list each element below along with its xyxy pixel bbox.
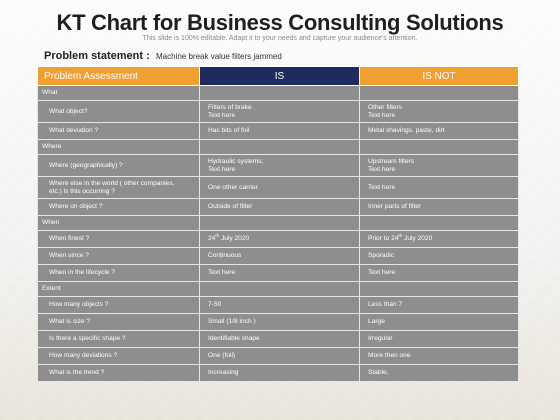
question-cell: What deviation ? bbox=[38, 123, 200, 140]
kt-chart-table bbox=[37, 66, 519, 382]
is-cell: Continuous bbox=[200, 248, 360, 265]
is-not-cell: Stable, bbox=[360, 365, 519, 382]
is-not-cell: Irregular bbox=[360, 331, 519, 348]
question-cell: How many deviations ? bbox=[38, 348, 200, 365]
is-cell: One other carrier bbox=[200, 177, 360, 199]
is-not-cell: Other filters Text here bbox=[360, 101, 519, 123]
table-row bbox=[38, 123, 519, 140]
is-cell: Small (1/8 inch ) bbox=[200, 314, 360, 331]
section-is-not-cell bbox=[360, 140, 519, 155]
table-row bbox=[38, 248, 519, 265]
section-row bbox=[38, 86, 519, 101]
is-cell: Has bits of foil bbox=[200, 123, 360, 140]
question-cell: What is size ? bbox=[38, 314, 200, 331]
is-not-cell: Text here bbox=[360, 265, 519, 282]
question-cell: What object? bbox=[38, 101, 200, 123]
question-cell: Where else in the world ( other companies, etc.) is this occurring ? bbox=[38, 177, 200, 199]
table-row bbox=[38, 265, 519, 282]
table-body bbox=[38, 86, 519, 382]
is-not-cell: Text here bbox=[360, 177, 519, 199]
section-is-cell bbox=[200, 140, 360, 155]
table-row bbox=[38, 101, 519, 123]
section-is-cell bbox=[200, 282, 360, 297]
header-is-not: IS NOT bbox=[360, 67, 519, 86]
problem-statement-label: Problem statement : bbox=[44, 50, 150, 62]
section-is-not-cell bbox=[360, 86, 519, 101]
table-row bbox=[38, 155, 519, 177]
is-cell: Hydraulic systems; Text here bbox=[200, 155, 360, 177]
problem-statement-value: Machine break value filters jammed bbox=[156, 52, 282, 61]
is-not-cell: Inner parts of filter bbox=[360, 199, 519, 216]
question-cell: How many objects ? bbox=[38, 297, 200, 314]
section-is-cell bbox=[200, 86, 360, 101]
section-label: What bbox=[38, 86, 200, 101]
table-row bbox=[38, 331, 519, 348]
section-is-not-cell bbox=[360, 282, 519, 297]
is-cell: Filters of brake Text here bbox=[200, 101, 360, 123]
question-cell: Where on object ? bbox=[38, 199, 200, 216]
question-cell: Is there a specific shape ? bbox=[38, 331, 200, 348]
is-cell: 7-50 bbox=[200, 297, 360, 314]
table-row bbox=[38, 199, 519, 216]
section-label: Where bbox=[38, 140, 200, 155]
is-not-cell: Upstream filters Text here bbox=[360, 155, 519, 177]
section-is-not-cell bbox=[360, 216, 519, 231]
is-cell: One (foil) bbox=[200, 348, 360, 365]
question-cell: When finest ? bbox=[38, 231, 200, 248]
section-row bbox=[38, 216, 519, 231]
page-subtitle: This slide is 100% editable. Adapt it to your needs and capture your audience's attention. bbox=[142, 35, 418, 42]
is-cell: Increasing bbox=[200, 365, 360, 382]
is-cell: Identifiable shape bbox=[200, 331, 360, 348]
table-row bbox=[38, 297, 519, 314]
is-not-cell: Metal shavings, paste, dirt bbox=[360, 123, 519, 140]
section-label: Extent bbox=[38, 282, 200, 297]
section-label: When bbox=[38, 216, 200, 231]
is-not-cell: Less than 7 bbox=[360, 297, 519, 314]
table-row bbox=[38, 314, 519, 331]
is-cell: Outside of filter bbox=[200, 199, 360, 216]
is-not-cell: More then one bbox=[360, 348, 519, 365]
table-header-row bbox=[38, 67, 519, 86]
table-row bbox=[38, 231, 519, 248]
table-row bbox=[38, 365, 519, 382]
is-cell: 24th July 2020 bbox=[200, 231, 360, 248]
table-row bbox=[38, 177, 519, 199]
is-not-cell: Prior to 24th July 2020 bbox=[360, 231, 519, 248]
question-cell: What is the trend ? bbox=[38, 365, 200, 382]
table-row bbox=[38, 348, 519, 365]
section-row bbox=[38, 282, 519, 297]
question-cell: When since ? bbox=[38, 248, 200, 265]
header-problem-assessment: Problem Assessment bbox=[38, 67, 200, 86]
section-row bbox=[38, 140, 519, 155]
question-cell: When in the lifecycle ? bbox=[38, 265, 200, 282]
header-is: IS bbox=[200, 67, 360, 86]
section-is-cell bbox=[200, 216, 360, 231]
question-cell: Where (geographically) ? bbox=[38, 155, 200, 177]
is-not-cell: Large bbox=[360, 314, 519, 331]
is-cell: Text here bbox=[200, 265, 360, 282]
is-not-cell: Sporadic bbox=[360, 248, 519, 265]
page-title: KT Chart for Business Consulting Solutions bbox=[56, 10, 504, 35]
